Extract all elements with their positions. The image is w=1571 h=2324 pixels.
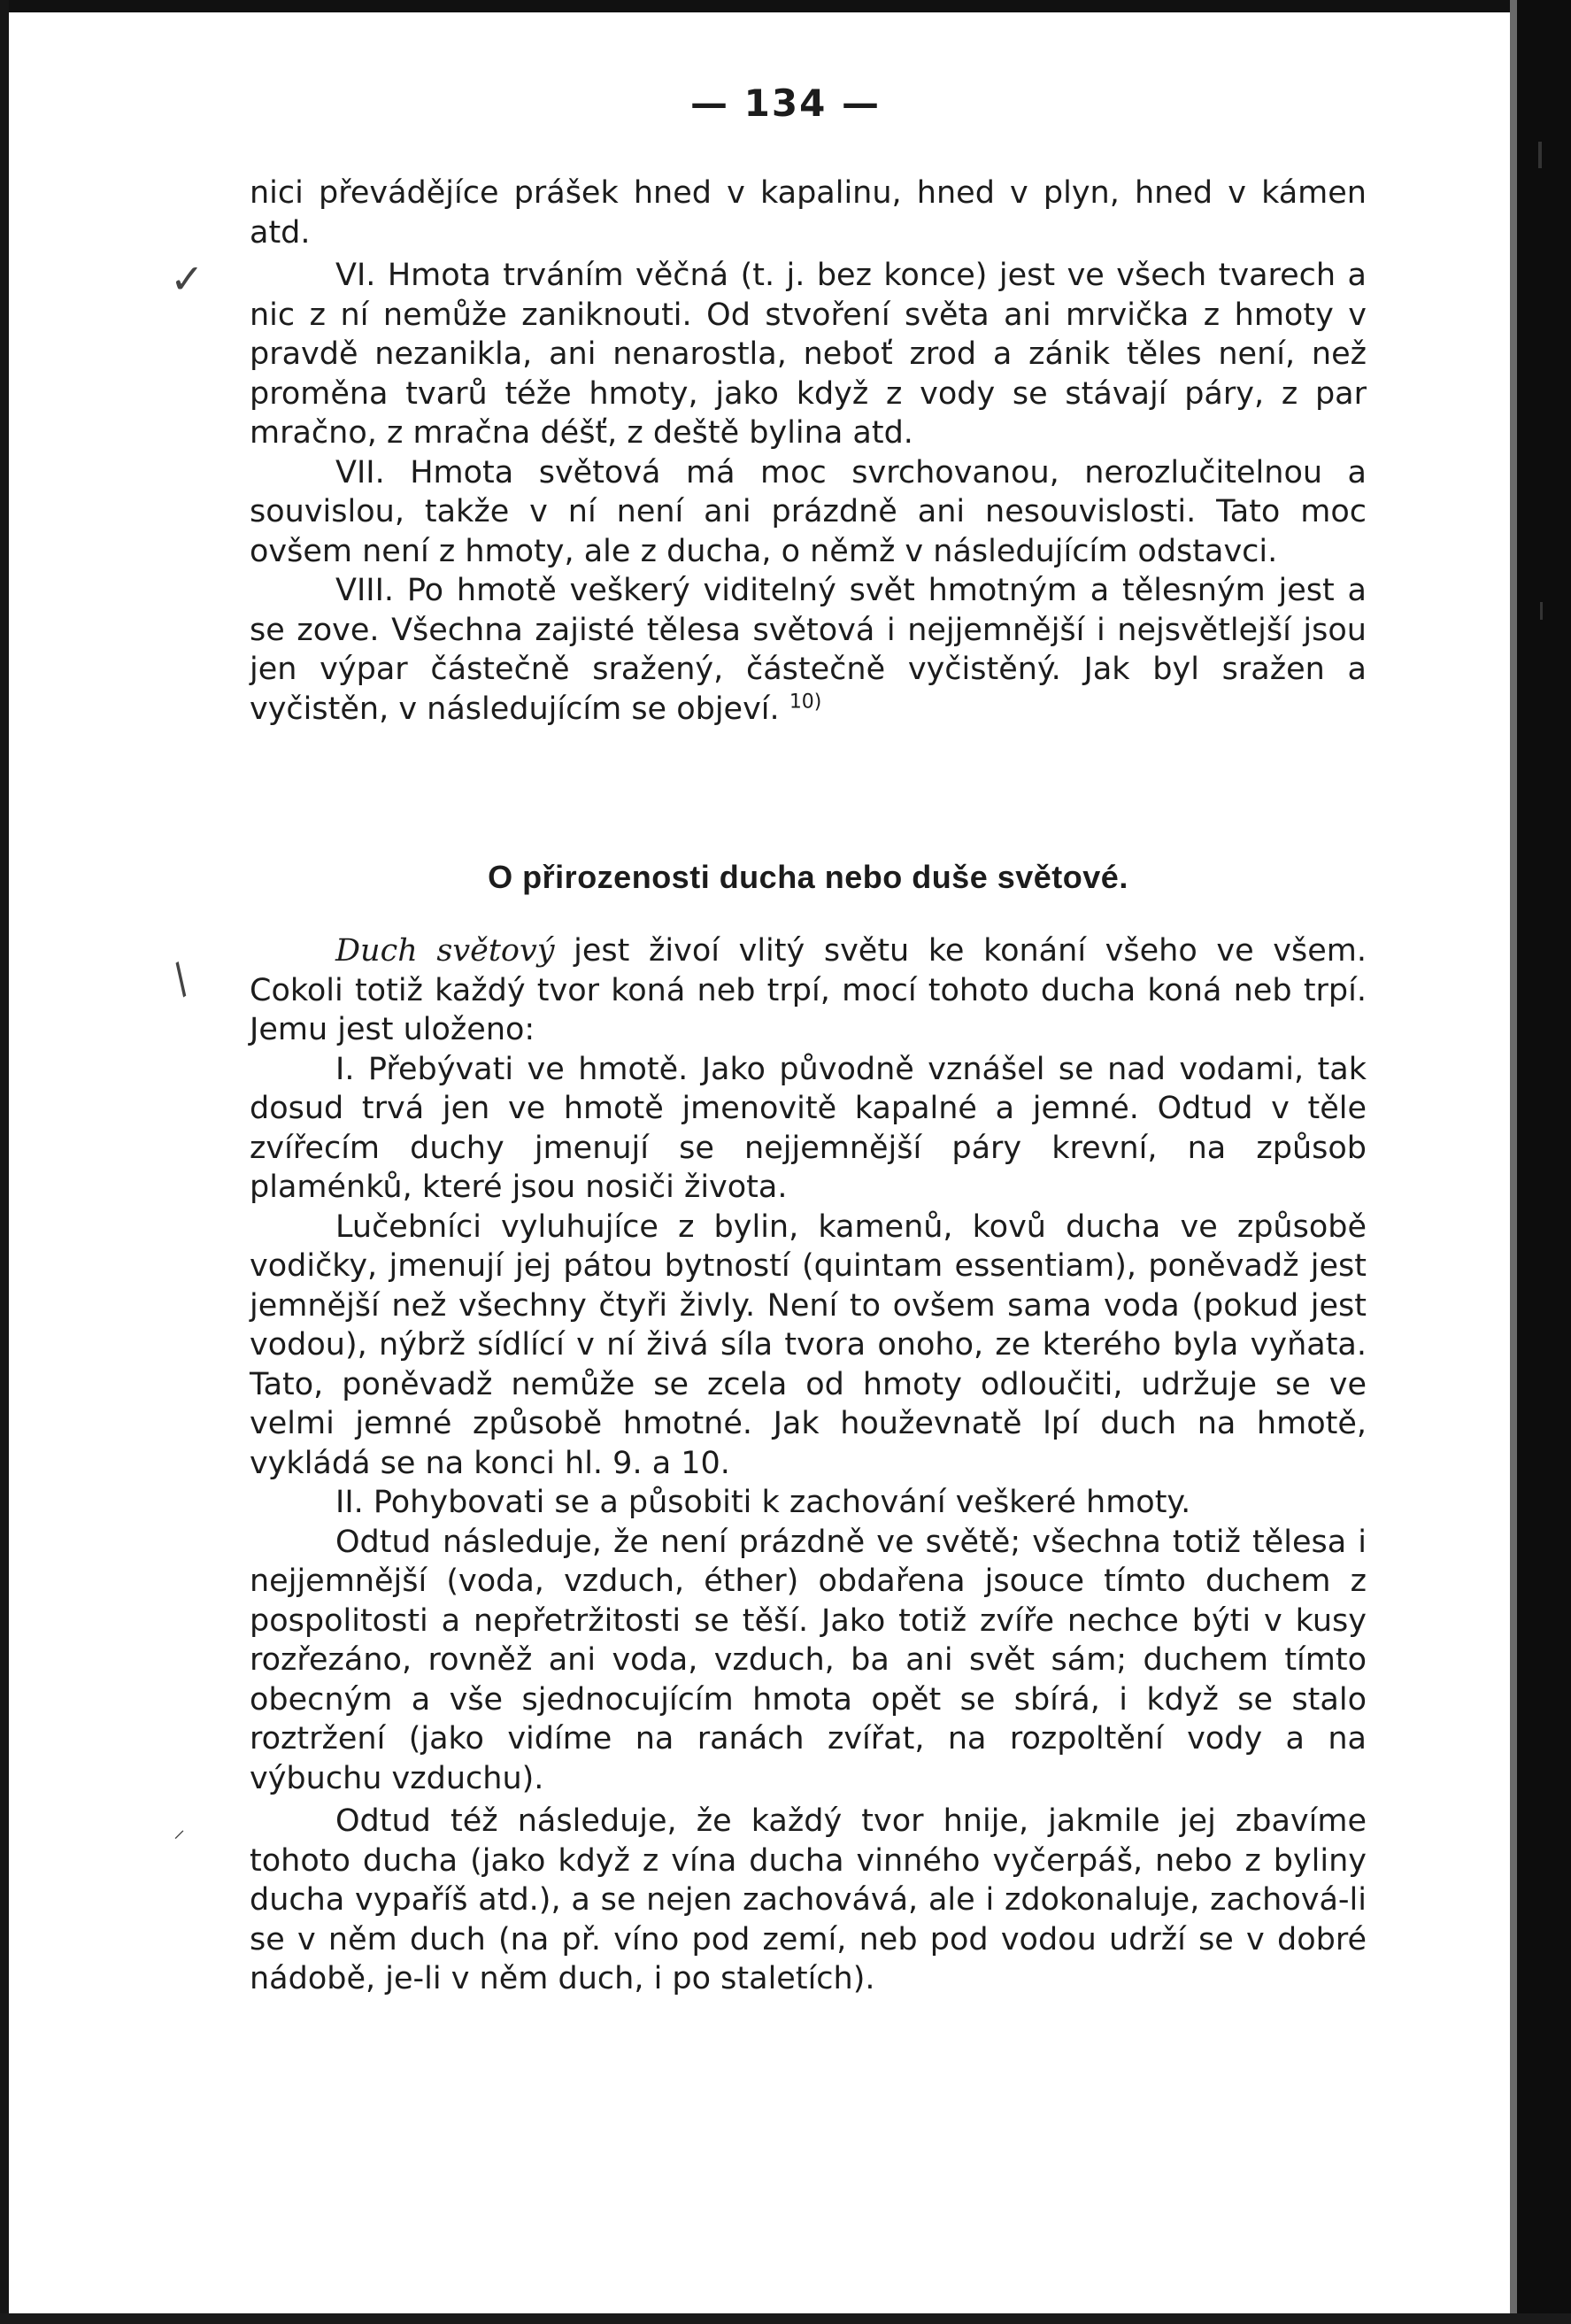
margin-slash-mark: / <box>162 954 198 1003</box>
paragraph-odtud-1: Odtud následuje, že není prázdně ve světě; všechna totiž tělesa i nejjemnější (voda, vzduch, éther) obdařena jsouce tímto duchem z pospolitosti a nepřetržitosti se těší. Jako totiž zvíře nechce býti v kusy rozřezáno, rovněž ani voda, vzduch, ba ani svět sám; duchem tímto obecným a vše sjednocujícím hmota opět se sbírá, i když se stalo roztržení (jako vidíme na ranách zvířat, na rozpoltění vody a na výbuchu vzduchu). <box>250 1524 1367 1796</box>
paragraph-vii: VII. Hmota světová má moc svrchovanou, nerozlučitelnou a souvislou, takže v ní není ani prázdně ani nesouvislosti. Tato moc ovšem není z hmoty, ale z ducha, o němž v následujícím odstavci. <box>250 454 1367 569</box>
text-section-matter <box>250 174 1367 729</box>
paragraph-viii <box>250 571 1367 729</box>
paragraph-odtud-2: Odtud též následuje, že každý tvor hnije, jakmile jej zbavíme tohoto ducha (jako když z vína ducha vinného vyčerpáš, nebo z byliny ducha vypaříš atd.), a se nejen zachovává, ale i zdokonaluje, zachová-li se v něm duch (na př. víno pod zemí, neb pod vodou udrží se v dobré nádobě, je-li v něm duch, i po staletích). <box>250 1803 1367 1996</box>
margin-dot-mark: ⸝ <box>173 1817 186 1843</box>
paragraph-intro <box>250 931 1367 1050</box>
scan-border-left <box>0 0 9 2324</box>
paragraph-viii-text: VIII. Po hmotě veškerý viditelný svět hmotným a tělesným jest a se zove. Všechna zajisté tělesa světová i nejjemnější i nejsvětlejší jsou jen výpar částečně sražený, částečně vyčistěný. Jak byl sražen a vyčistěn, v následujícím se objeví. <box>250 573 1367 727</box>
text-section-spirit <box>250 931 1367 1999</box>
section-heading: O přirozenosti ducha nebo duše světové. <box>488 859 1128 895</box>
paragraph-chemists: Lučebníci vyluhujíce z bylin, kamenů, kovů ducha ve způsobě vodičky, jmenují jej pátou bytností (quintam essentiam), poněvadž jest jemnější než všechny čtyři živly. Není to ovšem sama voda (pokud jest vodou), nýbrž sídlící v ní živá síla tvora onoho, ze kterého byla vyňata. Tato, poněvadž nemůže se zcela od hmoty odloučiti, udržuje se ve velmi jemné způsobě hmotné. Jak houževnatě lpí duch na hmotě, vykládá se na konci hl. 9. a 10. <box>250 1208 1367 1481</box>
scan-border-top <box>0 0 1571 12</box>
scan-border-bottom <box>0 2313 1571 2324</box>
margin-tick-mark: ✓ <box>170 255 204 303</box>
paragraph-ii: II. Pohybovati se a působiti k zachování veškeré hmoty. <box>335 1485 1191 1520</box>
scan-border-right-shadow <box>1510 0 1517 2324</box>
paragraph-vi: VI. Hmota trváním věčná (t. j. bez konce) jest ve všech tvarech a nic z ní nemůže zaniknouti. Od stvoření světa ani mrvička z hmoty v pravdě nezanikla, ani nenarostla, neboť zrod a zánik těles není, než proměna tvarů téže hmoty, jako když z vody se stávají páry, z par mračno, z mračna déšť, z deště bylina atd. <box>250 258 1367 451</box>
scan-border-right <box>1517 0 1571 2324</box>
scan-edge-speck <box>1540 602 1543 620</box>
continued-paragraph: nici převáděјíce prášek hned v kapalinu, hned v plyn, hned v kámen atd. <box>250 175 1367 251</box>
paragraph-intro-text: jest živoí vlitý světu ke konání všeho ve všem. Cokoli totiž každý tvor koná neb trpí, mocí tohoto ducha koná neb trpí. Jemu jest uloženo: <box>250 933 1367 1047</box>
paragraph-i: I. Přebývati ve hmotě. Jako původně vznášel se nad vodami, tak dosud trvá jen ve hmotě jmenovitě kapalné a jemné. Odtud v těle zvířecím duchy jmenují se nejjemnější páry krevní, na způsob plaménků, které jsou nosiči života. <box>250 1051 1367 1205</box>
term-duch-svetovy: Duch světový <box>335 933 555 969</box>
page-number: — 134 — <box>690 81 881 125</box>
scan-edge-speck <box>1538 142 1542 168</box>
footnote-reference: 10) <box>789 690 822 713</box>
